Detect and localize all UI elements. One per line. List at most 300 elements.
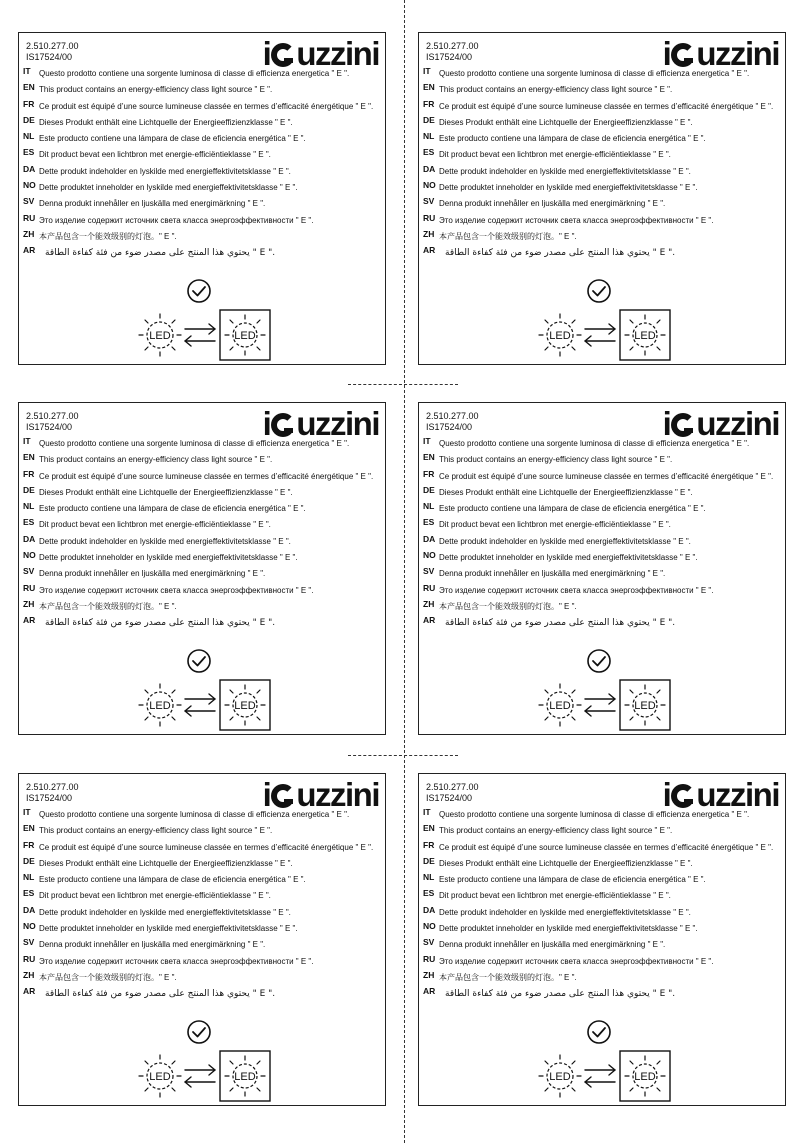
led-module-box-icon bbox=[220, 310, 270, 360]
language-line bbox=[23, 163, 385, 179]
language-line bbox=[423, 195, 785, 211]
language-text: Dette produktet inneholder en lyskilde med energieffektivitetsklasse " E ". bbox=[439, 183, 698, 193]
language-line bbox=[423, 533, 785, 549]
led-box-label: LED bbox=[234, 330, 256, 342]
language-text: 本产品包含一个能效级别的灯泡。" E ". bbox=[39, 972, 177, 982]
language-code: AR bbox=[423, 986, 436, 997]
product-code: 2.510.277.00 bbox=[26, 411, 79, 421]
language-text: Denna produkt innehåller en ljuskälla med energimärkning " E ". bbox=[39, 569, 266, 579]
language-line bbox=[423, 484, 785, 500]
language-line bbox=[23, 582, 385, 598]
language-code: SV bbox=[23, 196, 35, 207]
document-code: IS17524/00 bbox=[26, 422, 73, 432]
led-bulb-label: LED bbox=[149, 1071, 171, 1083]
language-text: Dette produkt indeholder en lyskilde med energieffektivitetsklasse " E ". bbox=[439, 166, 691, 176]
led-bulb-icon bbox=[539, 1055, 581, 1097]
language-code: IT bbox=[423, 807, 431, 817]
language-line bbox=[23, 228, 385, 244]
language-text: Denna produkt innehåller en ljuskälla med energimärkning " E ". bbox=[39, 199, 266, 209]
language-code: NO bbox=[23, 550, 36, 561]
language-line bbox=[23, 114, 385, 130]
language-text: Questo prodotto contiene una sorgente luminosa di classe di efficienza energetica " E ". bbox=[39, 439, 350, 448]
language-line bbox=[23, 953, 385, 969]
checkmark-circle-icon bbox=[188, 280, 210, 302]
product-code: 2.510.277.00 bbox=[426, 411, 479, 421]
led-replacement-icons bbox=[19, 649, 387, 737]
language-code: ES bbox=[423, 517, 435, 528]
language-text: Este producto contiene una lámpara de clase de eficiencia energética " E ". bbox=[39, 504, 306, 514]
language-line bbox=[423, 212, 785, 228]
language-line bbox=[423, 81, 785, 97]
led-bulb-icon bbox=[139, 1055, 181, 1097]
language-code: AR bbox=[23, 245, 36, 256]
language-code: AR bbox=[423, 245, 436, 256]
led-module-box-icon bbox=[220, 1051, 270, 1101]
language-text: Dieses Produkt enthält eine Lichtquelle der Energieeffizienzklasse " E ". bbox=[39, 117, 293, 127]
language-line bbox=[23, 451, 385, 467]
language-code: DA bbox=[23, 163, 36, 174]
language-text: ." E " يحتوي هذا المنتج على مصدر ضوء من فئة كفاءة الطاقة bbox=[45, 989, 276, 1000]
language-text: 本产品包含一个能效级别的灯泡。" E ". bbox=[39, 231, 177, 241]
language-line bbox=[423, 953, 785, 969]
swap-arrows-icon bbox=[585, 1065, 615, 1087]
language-code: SV bbox=[23, 937, 35, 948]
language-line bbox=[423, 614, 785, 630]
language-text: Questo prodotto contiene una sorgente luminosa di classe di efficienza energetica " E ". bbox=[39, 810, 350, 819]
language-code: RU bbox=[23, 953, 36, 964]
language-code: DA bbox=[23, 904, 36, 915]
led-module-box-icon bbox=[620, 310, 670, 360]
language-code: ES bbox=[23, 147, 35, 158]
g-glyph-icon bbox=[271, 784, 295, 808]
language-text: Ce produit est équipé d’une source lumineuse classée en termes d’efficacité énergétique " E ". bbox=[39, 842, 374, 852]
language-text: Dieses Produkt enthält eine Lichtquelle der Energieeffizienzklasse " E ". bbox=[439, 858, 693, 868]
language-code: DA bbox=[423, 163, 436, 174]
swap-arrows-icon bbox=[585, 694, 615, 716]
language-code: IT bbox=[423, 436, 431, 446]
language-line bbox=[23, 598, 385, 614]
document-code: IS17524/00 bbox=[26, 52, 73, 62]
led-box-label: LED bbox=[234, 1071, 256, 1083]
language-list bbox=[23, 65, 385, 261]
language-code: NO bbox=[423, 921, 436, 932]
language-text: ." E " يحتوي هذا المنتج على مصدر ضوء من فئة كفاءة الطاقة bbox=[445, 989, 676, 1000]
document-code: IS17524/00 bbox=[426, 793, 473, 803]
led-replacement-icons bbox=[19, 279, 387, 367]
language-code: ES bbox=[23, 888, 35, 899]
g-glyph-icon bbox=[671, 784, 695, 808]
language-text: Ce produit est équipé d’une source lumineuse classée en termes d’efficacité énergétique " E ". bbox=[39, 471, 374, 481]
language-line bbox=[23, 130, 385, 146]
language-code: IT bbox=[23, 66, 31, 76]
product-codes bbox=[26, 411, 79, 433]
language-line bbox=[423, 435, 785, 451]
language-line bbox=[23, 565, 385, 581]
language-text: This product contains an energy-efficiency class light source " E ". bbox=[439, 826, 673, 836]
language-line bbox=[23, 98, 385, 114]
horizontal-cut-line bbox=[348, 755, 458, 756]
language-code: AR bbox=[423, 615, 436, 626]
language-text: ." E " يحتوي هذا المنتج على مصدر ضوء من فئة كفاءة الطاقة bbox=[45, 248, 276, 259]
language-line bbox=[23, 533, 385, 549]
language-text: Dit product bevat een lichtbron met energie-efficiëntieklasse " E ". bbox=[439, 520, 671, 530]
language-line bbox=[423, 582, 785, 598]
language-line bbox=[23, 500, 385, 516]
language-text: This product contains an energy-efficiency class light source " E ". bbox=[439, 85, 673, 95]
led-bulb-icon bbox=[539, 684, 581, 726]
language-text: ." E " يحتوي هذا المنتج على مصدر ضوء من فئة كفاءة الطاقة bbox=[45, 618, 276, 629]
language-code: EN bbox=[423, 82, 435, 93]
iguzzini-logo: i uzzini bbox=[662, 35, 779, 72]
language-code: ZH bbox=[423, 228, 435, 239]
language-text: Ce produit est équipé d’une source lumineuse classée en termes d’efficacité énergétique " E ". bbox=[39, 101, 374, 111]
language-line bbox=[423, 887, 785, 903]
language-text: Dieses Produkt enthält eine Lichtquelle der Energieeffizienzklasse " E ". bbox=[39, 487, 293, 497]
language-code: FR bbox=[423, 98, 435, 109]
language-code: IT bbox=[23, 807, 31, 817]
iguzzini-logo: i uzzini bbox=[662, 776, 779, 813]
language-text: 本产品包含一个能效级别的灯泡。" E ". bbox=[439, 972, 577, 982]
language-line bbox=[23, 839, 385, 855]
led-bulb-label: LED bbox=[149, 330, 171, 342]
language-text: Denna produkt innehåller en ljuskälla med energimärkning " E ". bbox=[439, 199, 666, 209]
language-text: ." E " يحتوي هذا المنتج على مصدر ضوء من فئة كفاءة الطاقة bbox=[445, 618, 676, 629]
language-line bbox=[423, 228, 785, 244]
product-code: 2.510.277.00 bbox=[26, 41, 79, 51]
led-replacement-icons bbox=[419, 649, 787, 737]
language-line bbox=[23, 806, 385, 822]
language-line bbox=[23, 81, 385, 97]
language-code: IT bbox=[23, 436, 31, 446]
checkmark-circle-icon bbox=[188, 650, 210, 672]
led-bulb-label: LED bbox=[549, 700, 571, 712]
language-line bbox=[423, 855, 785, 871]
language-code: FR bbox=[23, 468, 35, 479]
led-bulb-icon bbox=[539, 314, 581, 356]
checkmark-circle-icon bbox=[588, 1021, 610, 1043]
language-code: AR bbox=[23, 615, 36, 626]
language-text: Ce produit est équipé d’une source lumineuse classée en termes d’efficacité énergétique " E ". bbox=[439, 471, 774, 481]
language-text: Questo prodotto contiene una sorgente luminosa di classe di efficienza energetica " E ". bbox=[439, 439, 750, 448]
language-line bbox=[423, 936, 785, 952]
led-box-label: LED bbox=[234, 700, 256, 712]
language-line bbox=[23, 244, 385, 260]
language-text: This product contains an energy-efficiency class light source " E ". bbox=[439, 455, 673, 465]
language-text: Dieses Produkt enthält eine Lichtquelle der Energieeffizienzklasse " E ". bbox=[439, 487, 693, 497]
language-line bbox=[423, 146, 785, 162]
led-box-label: LED bbox=[634, 700, 656, 712]
language-text: Dette produktet inneholder en lyskilde med energieffektivitetsklasse " E ". bbox=[39, 553, 298, 563]
language-code: SV bbox=[423, 566, 435, 577]
language-line bbox=[23, 435, 385, 451]
language-line bbox=[423, 904, 785, 920]
language-text: Dit product bevat een lichtbron met energie-efficiëntieklasse " E ". bbox=[439, 150, 671, 160]
language-text: Este producto contiene una lámpara de clase de eficiencia energética " E ". bbox=[439, 134, 706, 144]
led-bulb-icon bbox=[139, 684, 181, 726]
language-code: DE bbox=[423, 484, 435, 495]
language-line bbox=[23, 855, 385, 871]
language-line bbox=[23, 985, 385, 1001]
swap-arrows-icon bbox=[185, 324, 215, 346]
language-text: Este producto contiene una lámpara de clase de eficiencia energética " E ". bbox=[39, 134, 306, 144]
language-text: Dit product bevat een lichtbron met energie-efficiëntieklasse " E ". bbox=[39, 891, 271, 901]
language-line bbox=[23, 146, 385, 162]
language-code: NL bbox=[423, 131, 435, 142]
language-code: DA bbox=[423, 533, 436, 544]
led-icons-svg bbox=[19, 1020, 387, 1108]
language-line bbox=[423, 969, 785, 985]
language-code: NL bbox=[423, 501, 435, 512]
language-line bbox=[423, 806, 785, 822]
language-line bbox=[423, 920, 785, 936]
g-glyph-icon bbox=[271, 413, 295, 437]
iguzzini-logo: i uzzini bbox=[262, 776, 379, 813]
language-code: ES bbox=[23, 517, 35, 528]
language-code: ZH bbox=[423, 969, 435, 980]
language-text: Это изделие содержит источник света класса энергоэффективности " E ". bbox=[439, 215, 714, 225]
language-line bbox=[23, 549, 385, 565]
language-code: SV bbox=[423, 196, 435, 207]
language-text: Dette produkt indeholder en lyskilde med energieffektivitetsklasse " E ". bbox=[439, 536, 691, 546]
language-line bbox=[23, 179, 385, 195]
language-line bbox=[23, 484, 385, 500]
language-list bbox=[23, 806, 385, 1002]
iguzzini-logo: i uzzini bbox=[262, 35, 379, 72]
g-glyph-icon bbox=[271, 43, 295, 67]
led-bulb-icon bbox=[139, 314, 181, 356]
language-code: NL bbox=[23, 501, 35, 512]
language-line bbox=[423, 500, 785, 516]
language-text: Questo prodotto contiene una sorgente luminosa di classe di efficienza energetica " E ". bbox=[39, 69, 350, 78]
swap-arrows-icon bbox=[185, 1065, 215, 1087]
led-module-box-icon bbox=[620, 680, 670, 730]
language-code: DE bbox=[23, 114, 35, 125]
iguzzini-logo: i uzzini bbox=[262, 405, 379, 442]
led-box-label: LED bbox=[634, 330, 656, 342]
language-code: FR bbox=[23, 98, 35, 109]
language-line bbox=[423, 179, 785, 195]
language-line bbox=[423, 598, 785, 614]
language-line bbox=[23, 516, 385, 532]
language-code: NL bbox=[23, 131, 35, 142]
language-line bbox=[423, 244, 785, 260]
language-text: Dette produktet inneholder en lyskilde med energieffektivitetsklasse " E ". bbox=[39, 183, 298, 193]
language-line bbox=[423, 985, 785, 1001]
iguzzini-logo: i uzzini bbox=[662, 405, 779, 442]
energy-label-card bbox=[418, 773, 786, 1106]
led-icons-svg bbox=[419, 649, 787, 737]
language-line bbox=[23, 65, 385, 81]
led-bulb-label: LED bbox=[549, 1071, 571, 1083]
energy-label-card bbox=[18, 32, 386, 365]
energy-label-card bbox=[18, 402, 386, 735]
language-list bbox=[423, 435, 785, 631]
language-code: NL bbox=[23, 872, 35, 883]
language-code: EN bbox=[423, 452, 435, 463]
language-text: Это изделие содержит источник света класса энергоэффективности " E ". bbox=[439, 585, 714, 595]
language-code: SV bbox=[423, 937, 435, 948]
language-text: Dit product bevat een lichtbron met energie-efficiëntieklasse " E ". bbox=[39, 520, 271, 530]
language-text: Questo prodotto contiene una sorgente luminosa di classe di efficienza energetica " E ". bbox=[439, 810, 750, 819]
language-code: IT bbox=[423, 66, 431, 76]
language-line bbox=[23, 822, 385, 838]
language-text: Dette produkt indeholder en lyskilde med energieffektivitetsklasse " E ". bbox=[39, 536, 291, 546]
language-line bbox=[23, 887, 385, 903]
language-list bbox=[423, 806, 785, 1002]
language-line bbox=[23, 904, 385, 920]
language-code: FR bbox=[423, 468, 435, 479]
language-code: DA bbox=[423, 904, 436, 915]
language-text: This product contains an energy-efficiency class light source " E ". bbox=[39, 826, 273, 836]
checkmark-circle-icon bbox=[588, 650, 610, 672]
document-code: IS17524/00 bbox=[426, 52, 473, 62]
led-bulb-label: LED bbox=[149, 700, 171, 712]
language-code: RU bbox=[423, 582, 436, 593]
language-text: Denna produkt innehåller en ljuskälla med energimärkning " E ". bbox=[39, 940, 266, 950]
product-codes bbox=[426, 41, 479, 63]
language-line bbox=[23, 936, 385, 952]
language-text: Este producto contiene una lámpara de clase de eficiencia energética " E ". bbox=[439, 875, 706, 885]
language-code: RU bbox=[423, 212, 436, 223]
language-code: RU bbox=[423, 953, 436, 964]
language-line bbox=[423, 839, 785, 855]
language-code: SV bbox=[23, 566, 35, 577]
language-line bbox=[423, 65, 785, 81]
language-text: 本产品包含一个能效级别的灯泡。" E ". bbox=[39, 601, 177, 611]
led-replacement-icons bbox=[19, 1020, 387, 1108]
led-bulb-label: LED bbox=[549, 330, 571, 342]
language-text: Dit product bevat een lichtbron met energie-efficiëntieklasse " E ". bbox=[439, 891, 671, 901]
swap-arrows-icon bbox=[185, 694, 215, 716]
language-text: ." E " يحتوي هذا المنتج على مصدر ضوء من فئة كفاءة الطاقة bbox=[445, 248, 676, 259]
language-text: 本产品包含一个能效级别的灯泡。" E ". bbox=[439, 231, 577, 241]
g-glyph-icon bbox=[671, 43, 695, 67]
language-code: NO bbox=[423, 180, 436, 191]
language-code: ES bbox=[423, 888, 435, 899]
language-code: ZH bbox=[23, 598, 35, 609]
product-codes bbox=[26, 782, 79, 804]
document-code: IS17524/00 bbox=[26, 793, 73, 803]
language-code: NO bbox=[23, 180, 36, 191]
language-line bbox=[423, 98, 785, 114]
language-text: Dieses Produkt enthält eine Lichtquelle der Energieeffizienzklasse " E ". bbox=[39, 858, 293, 868]
product-codes bbox=[426, 782, 479, 804]
language-text: Ce produit est équipé d’une source lumineuse classée en termes d’efficacité énergétique " E ". bbox=[439, 101, 774, 111]
led-module-box-icon bbox=[620, 1051, 670, 1101]
energy-label-card bbox=[18, 773, 386, 1106]
language-line bbox=[23, 212, 385, 228]
language-code: ZH bbox=[23, 228, 35, 239]
language-code: NO bbox=[423, 550, 436, 561]
language-code: DE bbox=[423, 855, 435, 866]
product-codes bbox=[426, 411, 479, 433]
vertical-cut-line bbox=[404, 0, 405, 1143]
language-code: RU bbox=[23, 212, 36, 223]
document-code: IS17524/00 bbox=[426, 422, 473, 432]
language-code: EN bbox=[423, 823, 435, 834]
language-code: DA bbox=[23, 533, 36, 544]
language-text: Denna produkt innehåller en ljuskälla med energimärkning " E ". bbox=[439, 940, 666, 950]
led-box-label: LED bbox=[634, 1071, 656, 1083]
language-line bbox=[423, 163, 785, 179]
checkmark-circle-icon bbox=[188, 1021, 210, 1043]
language-line bbox=[23, 920, 385, 936]
product-codes bbox=[26, 41, 79, 63]
language-line bbox=[23, 871, 385, 887]
product-code: 2.510.277.00 bbox=[426, 41, 479, 51]
language-text: Это изделие содержит источник света класса энергоэффективности " E ". bbox=[39, 956, 314, 966]
language-code: EN bbox=[23, 452, 35, 463]
product-code: 2.510.277.00 bbox=[426, 782, 479, 792]
language-text: Dette produkt indeholder en lyskilde med energieffektivitetsklasse " E ". bbox=[439, 907, 691, 917]
horizontal-cut-line bbox=[348, 384, 458, 385]
language-code: NO bbox=[23, 921, 36, 932]
energy-label-card bbox=[418, 402, 786, 735]
language-code: FR bbox=[23, 839, 35, 850]
language-text: Questo prodotto contiene una sorgente luminosa di classe di efficienza energetica " E ". bbox=[439, 69, 750, 78]
language-text: Ce produit est équipé d’une source lumineuse classée en termes d’efficacité énergétique " E ". bbox=[439, 842, 774, 852]
language-line bbox=[423, 822, 785, 838]
language-text: Este producto contiene una lámpara de clase de eficiencia energética " E ". bbox=[439, 504, 706, 514]
led-icons-svg bbox=[19, 279, 387, 367]
language-code: ZH bbox=[423, 598, 435, 609]
language-code: EN bbox=[23, 82, 35, 93]
language-line bbox=[423, 871, 785, 887]
language-text: Dieses Produkt enthält eine Lichtquelle der Energieeffizienzklasse " E ". bbox=[439, 117, 693, 127]
language-code: DE bbox=[23, 484, 35, 495]
language-text: Dette produktet inneholder en lyskilde med energieffektivitetsklasse " E ". bbox=[439, 924, 698, 934]
language-code: EN bbox=[23, 823, 35, 834]
language-line bbox=[423, 114, 785, 130]
checkmark-circle-icon bbox=[588, 280, 610, 302]
language-line bbox=[23, 969, 385, 985]
language-code: AR bbox=[23, 986, 36, 997]
language-text: Это изделие содержит источник света класса энергоэффективности " E ". bbox=[39, 215, 314, 225]
led-module-box-icon bbox=[220, 680, 270, 730]
language-text: Dette produkt indeholder en lyskilde med energieffektivitetsklasse " E ". bbox=[39, 907, 291, 917]
product-code: 2.510.277.00 bbox=[26, 782, 79, 792]
language-line bbox=[423, 130, 785, 146]
language-text: Dette produkt indeholder en lyskilde med energieffektivitetsklasse " E ". bbox=[39, 166, 291, 176]
language-code: NL bbox=[423, 872, 435, 883]
language-text: Denna produkt innehåller en ljuskälla med energimärkning " E ". bbox=[439, 569, 666, 579]
language-text: This product contains an energy-efficiency class light source " E ". bbox=[39, 455, 273, 465]
language-list bbox=[23, 435, 385, 631]
language-text: Este producto contiene una lámpara de clase de eficiencia energética " E ". bbox=[39, 875, 306, 885]
language-code: ES bbox=[423, 147, 435, 158]
language-code: RU bbox=[23, 582, 36, 593]
language-text: Dette produktet inneholder en lyskilde med energieffektivitetsklasse " E ". bbox=[439, 553, 698, 563]
language-text: Dette produktet inneholder en lyskilde med energieffektivitetsklasse " E ". bbox=[39, 924, 298, 934]
language-line bbox=[23, 614, 385, 630]
language-text: Это изделие содержит источник света класса энергоэффективности " E ". bbox=[439, 956, 714, 966]
language-text: This product contains an energy-efficiency class light source " E ". bbox=[39, 85, 273, 95]
led-replacement-icons bbox=[419, 1020, 787, 1108]
led-icons-svg bbox=[19, 649, 387, 737]
language-code: DE bbox=[23, 855, 35, 866]
led-icons-svg bbox=[419, 1020, 787, 1108]
energy-label-card bbox=[418, 32, 786, 365]
language-text: 本产品包含一个能效级别的灯泡。" E ". bbox=[439, 601, 577, 611]
language-line bbox=[423, 451, 785, 467]
language-line bbox=[23, 195, 385, 211]
language-code: ZH bbox=[23, 969, 35, 980]
language-line bbox=[423, 565, 785, 581]
language-line bbox=[423, 468, 785, 484]
language-list bbox=[423, 65, 785, 261]
language-line bbox=[423, 516, 785, 532]
g-glyph-icon bbox=[671, 413, 695, 437]
